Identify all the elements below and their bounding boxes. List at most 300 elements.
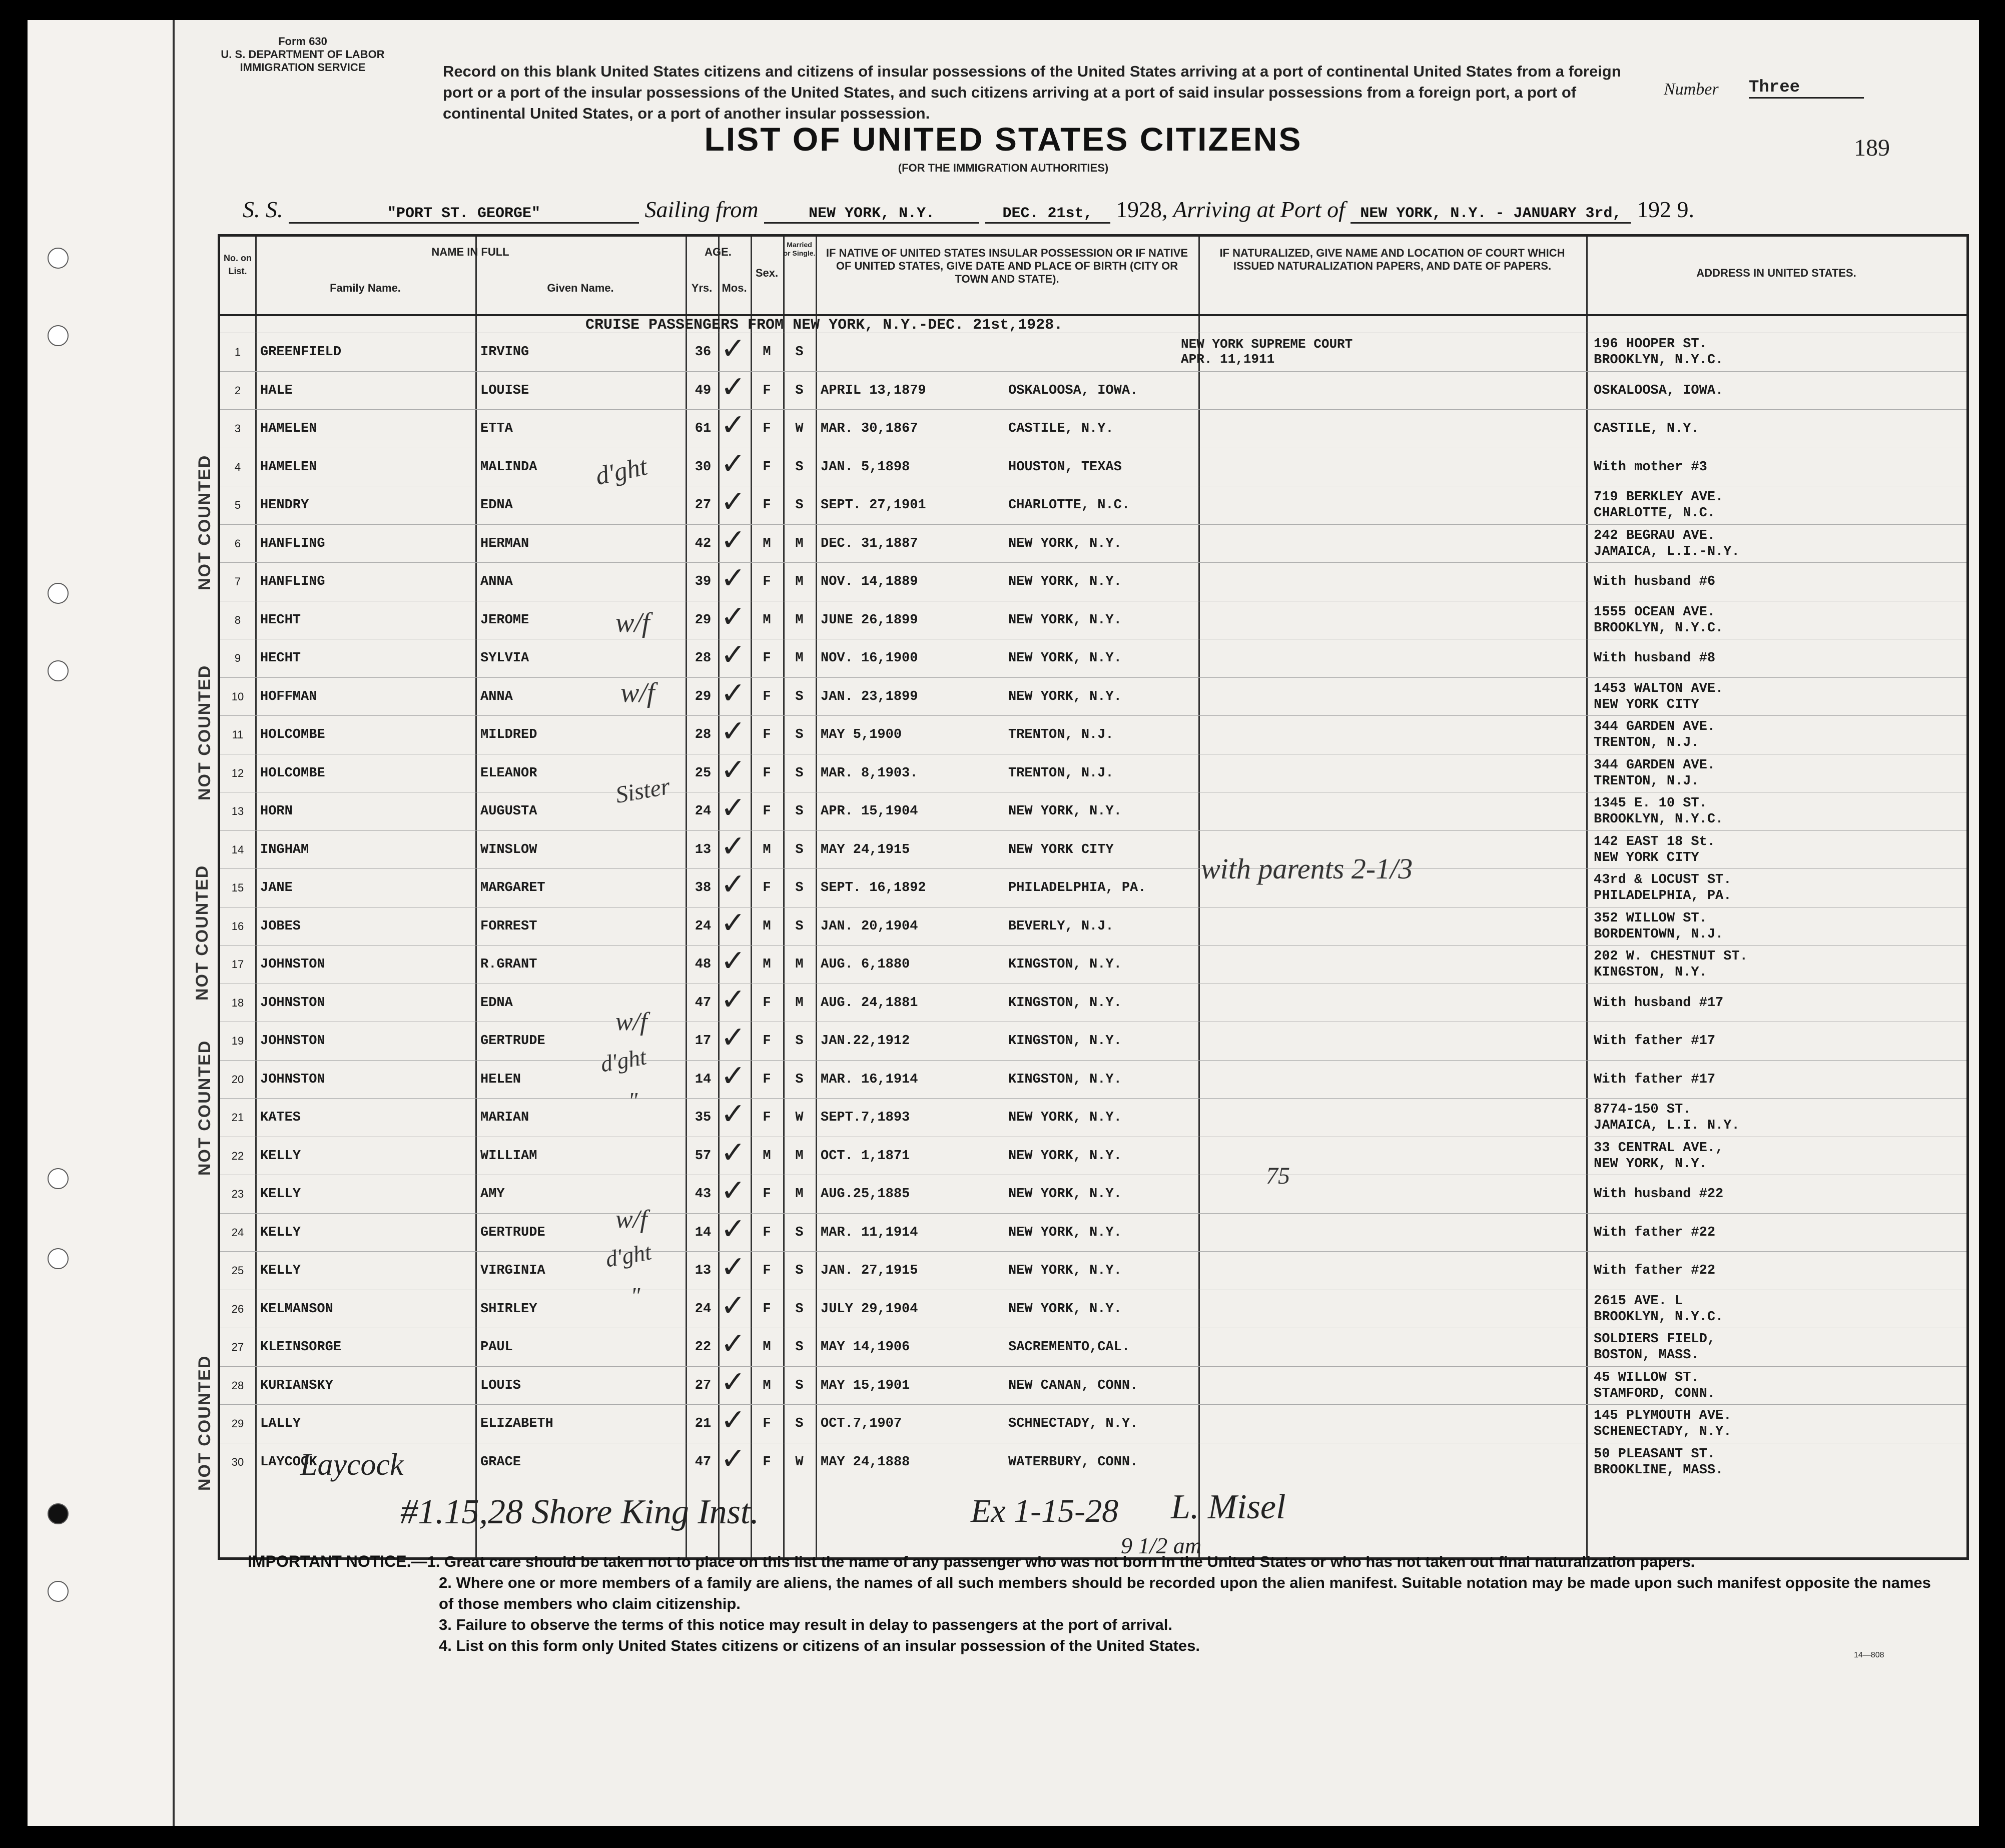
sex: F [763, 1072, 771, 1087]
marital-status: S [795, 1034, 804, 1049]
given-name: MILDRED [480, 727, 537, 743]
list-number: 17 [231, 958, 244, 971]
birth-place: NEW YORK, N.Y. [1008, 536, 1122, 551]
sex: F [763, 459, 771, 475]
col-family-name: Family Name. [330, 282, 401, 294]
col-name-in-full: NAME IN FULL [431, 246, 509, 258]
marital-status: W [795, 1110, 804, 1126]
marital-status: S [795, 1301, 804, 1317]
list-number: 30 [231, 1455, 244, 1468]
age-years: 47 [695, 1454, 712, 1470]
list-number: 9 [234, 652, 241, 665]
marital-status: S [795, 345, 804, 360]
marital-status: M [795, 651, 804, 666]
cruise-note: CRUISE PASSENGERS FROM NEW YORK, N.Y.-DEC. 21st,1928. [585, 317, 1063, 334]
marital-status: S [795, 689, 804, 704]
age-years: 30 [695, 459, 712, 475]
address [1594, 946, 1964, 984]
check-mark: ✓ [721, 1288, 746, 1323]
marital-status: S [795, 1416, 804, 1432]
given-name: LOUIS [480, 1378, 521, 1393]
family-name: HAMELEN [260, 459, 317, 475]
family-name: HANFLING [260, 536, 325, 551]
handwritten-note: w/f [615, 1008, 647, 1036]
number-label: Number [1664, 80, 1719, 99]
marital-status: S [795, 498, 804, 513]
given-name: VIRGINIA [480, 1263, 545, 1279]
address-line: JAMAICA, L.I. N.Y. [1594, 1118, 1740, 1134]
given-name: GERTRUDE [480, 1034, 545, 1049]
age-years: 35 [695, 1110, 712, 1126]
manifest-page [28, 20, 1979, 1826]
notice-item: 2. Where one or more members of a family are aliens, the names of all such members should be recorded upon the alien manifest. Suitable notation may be made upon such manifest opposite the names of those members who claim citizenship. [439, 1574, 1931, 1612]
birth-date: SEPT. 27,1901 [821, 498, 926, 513]
address-line: STAMFORD, CONN. [1594, 1386, 1716, 1401]
address-line: 50 PLEASANT ST. [1594, 1446, 1716, 1462]
address-line: BROOKLYN, N.Y.C. [1594, 1309, 1724, 1325]
birth-date: OCT.7,1907 [821, 1416, 902, 1432]
address [1594, 1328, 1964, 1367]
given-name: AUGUSTA [480, 804, 537, 819]
sex: F [763, 383, 771, 398]
family-name: GREENFIELD [260, 345, 342, 360]
address-line: BROOKLYN, N.Y.C. [1594, 353, 1724, 368]
form-number: Form 630 [278, 35, 327, 48]
given-name: GERTRUDE [480, 1225, 545, 1240]
handwritten-examined-date: Ex 1-15-28 [971, 1493, 1119, 1529]
birth-date: NOV. 16,1900 [821, 651, 918, 666]
age-years: 42 [695, 536, 712, 551]
table-row [220, 945, 1966, 984]
sex: F [763, 880, 771, 896]
list-number: 24 [231, 1226, 244, 1239]
table-row [220, 754, 1966, 793]
sex: F [763, 1416, 771, 1432]
family-name: JOHNSTON [260, 957, 325, 973]
birth-date: AUG. 6,1880 [821, 957, 910, 973]
given-name: WILLIAM [480, 1148, 537, 1164]
given-name: ETTA [480, 421, 513, 437]
birth-place: OSKALOOSA, IOWA. [1008, 383, 1138, 398]
birth-date: JAN. 23,1899 [821, 689, 918, 704]
given-name: ANNA [480, 574, 513, 590]
list-number: 4 [234, 460, 241, 473]
age-years: 24 [695, 918, 712, 934]
department-name: U. S. DEPARTMENT OF LABOR [221, 48, 385, 61]
table-row [220, 524, 1966, 563]
age-years: 49 [695, 383, 712, 398]
check-mark: ✓ [721, 1211, 746, 1247]
birth-place: NEW YORK, N.Y. [1008, 1148, 1122, 1164]
address-line: With father #17 [1594, 1034, 1716, 1049]
birth-date: MAR. 16,1914 [821, 1072, 918, 1087]
ss-label: S. S. [243, 197, 283, 222]
sex: F [763, 727, 771, 743]
marital-status: S [795, 804, 804, 819]
marital-status: S [795, 842, 804, 857]
table-row [220, 1404, 1966, 1443]
list-number: 22 [231, 1149, 244, 1162]
punch-hole [48, 1248, 69, 1269]
check-mark: ✓ [721, 752, 746, 787]
birth-date: MAY 24,1888 [821, 1454, 910, 1470]
important-notice [248, 1551, 1949, 1656]
address-line: 142 EAST 18 St. [1594, 834, 1716, 849]
sex: M [763, 1148, 771, 1164]
list-number: 15 [231, 881, 244, 894]
table-row [220, 1290, 1966, 1329]
check-mark: ✓ [721, 1020, 746, 1055]
address-line: SCHENECTADY, N.Y. [1594, 1424, 1732, 1440]
address [1594, 1175, 1964, 1214]
family-name: KELLY [260, 1263, 301, 1279]
given-name: HELEN [480, 1072, 521, 1087]
sex: F [763, 689, 771, 704]
list-number: 8 [234, 613, 241, 626]
age-years: 14 [695, 1225, 712, 1240]
handwritten-count: 75 [1266, 1163, 1290, 1189]
form-identifier [193, 35, 413, 74]
age-years: 29 [695, 612, 712, 628]
family-name: KELMANSON [260, 1301, 333, 1317]
address [1594, 792, 1964, 831]
check-mark: ✓ [721, 331, 746, 366]
list-number: 20 [231, 1073, 244, 1086]
address [1594, 754, 1964, 793]
marital-status: S [795, 918, 804, 934]
address [1594, 1252, 1964, 1290]
handwritten-note: d'ght [593, 452, 650, 491]
age-years: 24 [695, 804, 712, 819]
marital-status: S [795, 383, 804, 398]
list-number: 10 [231, 690, 244, 703]
family-name: HECHT [260, 612, 301, 628]
address-line: CHARLOTTE, N.C. [1594, 506, 1716, 521]
birth-date: NOV. 14,1889 [821, 574, 918, 590]
birth-date: SEPT.7,1893 [821, 1110, 910, 1126]
col-yrs: Yrs. [691, 282, 713, 294]
list-number: 13 [231, 805, 244, 818]
sex: M [763, 536, 771, 551]
list-number: 21 [231, 1111, 244, 1124]
given-name: MARGARET [480, 880, 545, 896]
birth-date: APRIL 13,1879 [821, 383, 926, 398]
court-name: NEW YORK SUPREME COURT [1181, 337, 1353, 352]
birth-place: WATERBURY, CONN. [1008, 1454, 1138, 1470]
arrival-year: 9. [1677, 197, 1694, 222]
year-prefix: 192 [1116, 197, 1151, 222]
handwritten-note: with parents 2-1/3 [1201, 852, 1413, 885]
birth-place: NEW YORK CITY [1008, 842, 1114, 857]
given-name: ANNA [480, 689, 513, 704]
marital-status: S [795, 1072, 804, 1087]
family-name: HALE [260, 383, 293, 398]
handwritten-note: w/f [615, 607, 650, 638]
check-mark: ✓ [721, 408, 746, 443]
list-number: 29 [231, 1417, 244, 1430]
birth-place: NEW YORK, N.Y. [1008, 1110, 1122, 1126]
sailing-line: S. S. "PORT ST. GEORGE" Sailing from NEW YORK, N.Y. DEC. 21st, 1928, Arriving at Port of NEW YORK, N.Y. - JANUARY 3rd, 192 9. [243, 196, 1954, 224]
birth-place: NEW YORK, N.Y. [1008, 574, 1122, 590]
not-counted-stamp: NOT COUNTED [195, 664, 214, 800]
arriving-port: NEW YORK, N.Y. - JANUARY 3rd, [1351, 205, 1631, 224]
sex: F [763, 1263, 771, 1279]
birth-place: CASTILE, N.Y. [1008, 421, 1114, 437]
address-line: With father #22 [1594, 1263, 1716, 1279]
family-name: KELLY [260, 1225, 301, 1240]
birth-place: SACREMENTO,CAL. [1008, 1340, 1130, 1355]
check-mark: ✓ [721, 944, 746, 979]
age-years: 38 [695, 880, 712, 896]
address [1594, 525, 1964, 563]
address [1594, 1214, 1964, 1252]
age-years: 22 [695, 1340, 712, 1355]
marital-status: S [795, 1378, 804, 1393]
family-name: KATES [260, 1110, 301, 1126]
birth-place: NEW YORK, N.Y. [1008, 1225, 1122, 1240]
birth-place: BEVERLY, N.J. [1008, 918, 1114, 934]
marital-status: M [795, 612, 804, 628]
list-number: 18 [231, 996, 244, 1009]
notice-item: 1. Great care should be taken not to place on this list the name of any passenger who was not born in the United States or who has not taken out final naturalization papers. [427, 1553, 1695, 1570]
handwritten-note: Sister [613, 772, 673, 809]
birth-place: NEW CANAN, CONN. [1008, 1378, 1138, 1393]
marital-status: S [795, 727, 804, 743]
marital-status: S [795, 459, 804, 475]
handwritten-note: w/f [615, 1205, 647, 1234]
check-mark: ✓ [721, 561, 746, 596]
list-number: 3 [234, 422, 241, 435]
given-name: JEROME [480, 612, 529, 628]
sex: F [763, 1454, 771, 1470]
address [1594, 1367, 1964, 1405]
address [1594, 372, 1964, 410]
family-name: HOLCOMBE [260, 765, 325, 781]
page-number: 189 [1854, 135, 1890, 161]
address [1594, 1443, 1964, 1482]
address [1594, 1061, 1964, 1099]
not-counted-stamp: NOT COUNTED [195, 1040, 214, 1176]
punch-hole [48, 248, 69, 269]
age-years: 21 [695, 1416, 712, 1432]
check-mark: ✓ [721, 1173, 746, 1208]
table-row [220, 1366, 1966, 1405]
sex: M [763, 842, 771, 857]
birth-date: JAN.22,1912 [821, 1034, 910, 1049]
sex: F [763, 651, 771, 666]
age-years: 13 [695, 842, 712, 857]
check-mark: ✓ [721, 675, 746, 711]
address-line: KINGSTON, N.Y. [1594, 965, 1707, 981]
address-line: 344 GARDEN AVE. [1594, 757, 1716, 773]
check-mark: ✓ [721, 867, 746, 902]
marital-status: W [795, 1454, 804, 1470]
age-years: 28 [695, 727, 712, 743]
sex: F [763, 574, 771, 590]
check-mark: ✓ [721, 828, 746, 864]
birth-date: APR. 15,1904 [821, 804, 918, 819]
marital-status: M [795, 957, 804, 973]
sex: M [763, 1340, 771, 1355]
marital-status: S [795, 1340, 804, 1355]
family-name: HANFLING [260, 574, 325, 590]
address-line: SOLDIERS FIELD, [1594, 1332, 1716, 1347]
table-row [220, 1213, 1966, 1252]
table-row [220, 601, 1966, 640]
list-number: 12 [231, 766, 244, 779]
sailing-label: Sailing from [644, 197, 759, 222]
list-number: 23 [231, 1188, 244, 1201]
age-years: 61 [695, 421, 712, 437]
family-name: HAMELEN [260, 421, 317, 437]
marital-status: M [795, 574, 804, 590]
handwritten-note: " [630, 1283, 640, 1308]
check-mark: ✓ [721, 1058, 746, 1094]
handwritten-note: d'ght [598, 1044, 648, 1077]
given-name: LOUISE [480, 383, 529, 398]
address-line: NEW YORK CITY [1594, 697, 1699, 712]
address-line: 202 W. CHESTNUT ST. [1594, 949, 1748, 965]
handwritten-footer-note: #1.15,28 Shore King Inst. [400, 1493, 759, 1531]
sex: F [763, 498, 771, 513]
handwritten-note: d'ght [603, 1239, 653, 1272]
check-mark: ✓ [721, 484, 746, 519]
address [1594, 1099, 1964, 1137]
check-mark: ✓ [721, 1441, 746, 1476]
birth-date: MAY 5,1900 [821, 727, 902, 743]
address-line: JAMAICA, L.I.-N.Y. [1594, 544, 1740, 559]
check-mark: ✓ [721, 790, 746, 825]
given-name: AMY [480, 1187, 505, 1202]
birth-place: SCHNECTADY, N.Y. [1008, 1416, 1138, 1432]
address-line: With mother #3 [1594, 459, 1707, 475]
address-line: 145 PLYMOUTH AVE. [1594, 1408, 1732, 1424]
table-row [220, 333, 1966, 372]
birth-date: JAN. 5,1898 [821, 459, 910, 475]
address [1594, 984, 1964, 1023]
handwritten-note: w/f [620, 677, 655, 708]
family-name: KELLY [260, 1148, 301, 1164]
address-line: BORDENTOWN, N.J. [1594, 927, 1724, 942]
birth-place: KINGSTON, N.Y. [1008, 995, 1122, 1011]
handwritten-signature: L. Misel [1171, 1488, 1286, 1526]
table-row [220, 1443, 1966, 1482]
check-mark: ✓ [721, 1403, 746, 1438]
address-line: BOSTON, MASS. [1594, 1348, 1699, 1363]
family-name: KURIANSKY [260, 1378, 333, 1393]
given-name: FORREST [480, 918, 537, 934]
table-row [220, 448, 1966, 487]
address-line: NEW YORK CITY [1594, 850, 1699, 865]
arriving-label: Arriving at Port of [1173, 197, 1345, 222]
punch-hole [48, 1581, 69, 1602]
address-line: NEW YORK, N.Y. [1594, 1156, 1707, 1172]
form-code: 14—808 [1854, 1651, 1884, 1659]
check-mark: ✓ [721, 1364, 746, 1400]
given-name: IRVING [480, 345, 529, 360]
check-mark: ✓ [721, 905, 746, 941]
page-title: LIST OF UNITED STATES CITIZENS [704, 121, 1302, 158]
marital-status: S [795, 880, 804, 896]
ship-name: "PORT ST. GEORGE" [289, 205, 639, 224]
address [1594, 716, 1964, 754]
notice-lead: IMPORTANT NOTICE.— [248, 1552, 427, 1570]
address-line: 242 BEGRAU AVE. [1594, 528, 1716, 543]
birth-place: TRENTON, N.J. [1008, 727, 1114, 743]
check-mark: ✓ [721, 1326, 746, 1361]
birth-date [821, 333, 1006, 372]
sailing-from: NEW YORK, N.Y. [764, 205, 979, 224]
birth-date: DEC. 31,1887 [821, 536, 918, 551]
address [1594, 1290, 1964, 1329]
address-line: With husband #8 [1594, 651, 1716, 666]
punch-hole [48, 660, 69, 681]
list-number: 1 [234, 346, 241, 359]
table-row [220, 371, 1966, 410]
address-line: BROOKLYN, N.Y.C. [1594, 812, 1724, 827]
address [1594, 333, 1964, 372]
birth-place: TRENTON, N.J. [1008, 765, 1114, 781]
sex: F [763, 995, 771, 1011]
address-line: 196 HOOPER ST. [1594, 337, 1707, 352]
col-sex: Sex. [755, 267, 779, 279]
birth-place [1008, 333, 1196, 372]
handwritten-name-correction: Laycock [300, 1448, 404, 1482]
list-number: 6 [234, 537, 241, 550]
sex: M [763, 957, 771, 973]
table-row [220, 639, 1966, 678]
family-name: LAYCOCK [260, 1454, 317, 1470]
record-instructions: Record on this blank United States citizens and citizens of insular possessions of the United States arriving at a port of continental United States from a foreign port or a port of the insular possessions of the United States, and such citizens arriving at a port of said insular possessions from a foreign port, a port of continental United States, or a port of another insular possession. [443, 63, 1621, 122]
address-line: With father #22 [1594, 1225, 1716, 1240]
family-name: HECHT [260, 651, 301, 666]
list-number: 26 [231, 1302, 244, 1315]
address-line: 45 WILLOW ST. [1594, 1370, 1699, 1385]
sex: F [763, 1034, 771, 1049]
family-name: INGHAM [260, 842, 309, 857]
check-mark: ✓ [721, 369, 746, 405]
given-name: EDNA [480, 995, 513, 1011]
table-row [220, 1175, 1966, 1214]
age-years: 57 [695, 1148, 712, 1164]
col-address: ADDRESS IN UNITED STATES. [1696, 267, 1856, 279]
family-name: HORN [260, 804, 293, 819]
address-line: 2615 AVE. L [1594, 1293, 1683, 1309]
birth-place: NEW YORK, N.Y. [1008, 1301, 1122, 1317]
sex: F [763, 1110, 771, 1126]
address-line: TRENTON, N.J. [1594, 773, 1699, 789]
given-name: SHIRLEY [480, 1301, 537, 1317]
family-name: JOBES [260, 918, 301, 934]
given-name: HERMAN [480, 536, 529, 551]
family-name: JOHNSTON [260, 1034, 325, 1049]
birth-place: NEW YORK, N.Y. [1008, 804, 1122, 819]
birth-date: MAR. 8,1903. [821, 765, 918, 781]
sex: M [763, 918, 771, 934]
family-name: JANE [260, 880, 293, 896]
address [1594, 410, 1964, 448]
given-name: EDNA [480, 498, 513, 513]
age-years: 36 [695, 345, 712, 360]
notice-item: 3. Failure to observe the terms of this notice may result in delay to passengers at the port of arrival. [439, 1616, 1173, 1633]
list-number: 27 [231, 1341, 244, 1354]
age-years: 13 [695, 1263, 712, 1279]
address-line: With husband #6 [1594, 574, 1716, 590]
given-name: WINSLOW [480, 842, 537, 857]
address [1594, 448, 1964, 487]
marital-status: M [795, 995, 804, 1011]
check-mark: ✓ [721, 1250, 746, 1285]
